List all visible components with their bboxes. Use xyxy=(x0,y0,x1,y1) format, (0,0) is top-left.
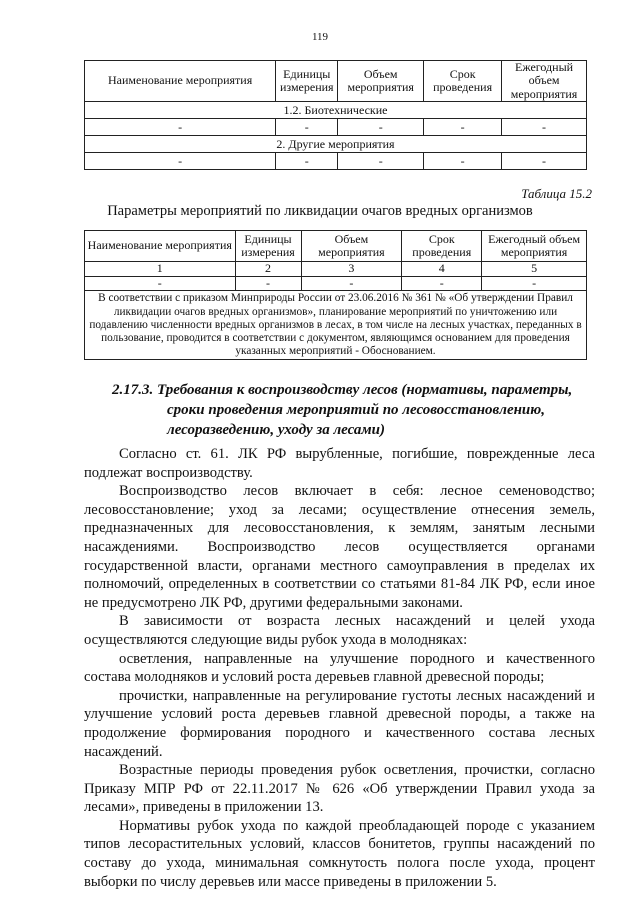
table-header-row xyxy=(85,61,587,102)
table-row xyxy=(85,119,587,136)
paragraph: Воспроизводство лесов включает в себя: лесное семеноводство; лесовосстановление; уход за лесами; осуществление отнесения земель, предназначенных для лесовосстановления, к землям, занятым лесными насаждениями. Воспроизводство лесов осуществляется органами государственной власти, органами местного самоуправления в пределах их полномочий, определенных в соответствии со статьями 81-84 ЛК РФ, если иное не предусмотрено ЛК РФ, другими федеральными законами. xyxy=(84,483,595,611)
paragraph: Нормативы рубок ухода по каждой преобладающей породе с указанием типов лесорастительных условий, классов бонитетов, группы насаждений по составу до ухода, минимальная сомкнутость полога после ухода, процент выборки по числу деревьев или массе приведены в приложении 5. xyxy=(84,817,595,890)
table-cell: - xyxy=(301,277,402,291)
table-cell: - xyxy=(338,119,424,136)
header-cell: Единицы измерения xyxy=(235,231,301,262)
table-cell: - xyxy=(502,119,587,136)
table-cell: - xyxy=(85,119,276,136)
table-title: Параметры мероприятий по ликвидации очагов вредных организмов xyxy=(107,203,533,219)
section-label: 1.2. Биотехнические xyxy=(85,102,587,119)
header-cell: Объем мероприятия xyxy=(301,231,402,262)
table-cell: - xyxy=(276,119,338,136)
body-text xyxy=(84,445,595,891)
column-number: 3 xyxy=(301,262,402,277)
column-number-row xyxy=(85,262,587,277)
header-cell: Объем мероприятия xyxy=(338,61,424,102)
section-heading xyxy=(112,380,592,440)
header-cell: Наименование мероприятия xyxy=(85,231,236,262)
section-heading-line: сроки проведения мероприятий по лесовосстановлению, xyxy=(167,402,545,418)
column-number: 2 xyxy=(235,262,301,277)
page-number: 119 xyxy=(311,31,329,43)
section-heading-line: лесоразведению, уходу за лесами) xyxy=(167,422,385,438)
section-label: 2. Другие мероприятия xyxy=(85,136,587,153)
table-cell: - xyxy=(482,277,587,291)
table-cell: - xyxy=(338,153,424,170)
table-row xyxy=(85,153,587,170)
header-cell: Ежегодный объем мероприятия xyxy=(502,61,587,102)
paragraph: Согласно ст. 61. ЛК РФ вырубленные, погибшие, поврежденные леса подлежат воспроизводству. xyxy=(84,446,595,481)
table-cell: - xyxy=(85,153,276,170)
table-cell: - xyxy=(424,153,502,170)
column-number: 5 xyxy=(482,262,587,277)
header-cell: Срок проведения xyxy=(424,61,502,102)
header-cell: Единицы измерения xyxy=(276,61,338,102)
table-section-row xyxy=(85,136,587,153)
activities-table-biotech xyxy=(84,60,587,170)
column-number: 4 xyxy=(402,262,482,277)
table-cell: - xyxy=(85,277,236,291)
paragraph: осветления, направленные на улучшение породного и качественного состава молодняков и условий роста деревьев главной древесной породы; xyxy=(84,650,595,686)
column-number: 1 xyxy=(85,262,236,277)
table-cell: - xyxy=(502,153,587,170)
table-section-row xyxy=(85,102,587,119)
table-cell: - xyxy=(402,277,482,291)
header-cell: Ежегодный объем мероприятия xyxy=(482,231,587,262)
table-caption: Таблица 15.2 xyxy=(521,186,592,201)
header-cell: Наименование мероприятия xyxy=(85,61,276,102)
table-cell: - xyxy=(276,153,338,170)
table-header-row xyxy=(85,231,587,262)
paragraph: Возрастные периоды проведения рубок осветления, прочистки, согласно Приказу МПР РФ от 22.11.2017 № 626 «Об утверждении Правил ухода за лесами», приведены в приложении 13. xyxy=(84,762,595,816)
table-row xyxy=(85,277,587,291)
section-heading-line: 2.17.3. Требования к воспроизводству лесов (нормативы, параметры, xyxy=(112,382,573,398)
table-cell: - xyxy=(424,119,502,136)
paragraph: В зависимости от возраста лесных насаждений и целей ухода осуществляются следующие виды рубок ухода в молодняках: xyxy=(84,613,595,648)
table-note-row xyxy=(85,291,587,359)
header-cell: Срок проведения xyxy=(402,231,482,262)
table-note: В соответствии с приказом Минприроды России от 23.06.2016 № 361 № «Об утверждении Правил ликвидации очагов вредных организмов», планирование мероприятий по уничтожению или подавлению численности вредных организмов в лесах, в том числе на лесных участках, переданных в пользование, проводится в соответствии с документом, являющимся основанием для проведения указанных мероприятий - Обоснованием. xyxy=(85,291,587,359)
pest-elimination-table xyxy=(84,230,587,360)
table-cell: - xyxy=(235,277,301,291)
paragraph: прочистки, направленные на регулирование густоты лесных насаждений и улучшение условий роста деревьев главной древесной породы, а также на продолжение формирования породного и качественного состава лесных насаждений. xyxy=(84,687,595,760)
